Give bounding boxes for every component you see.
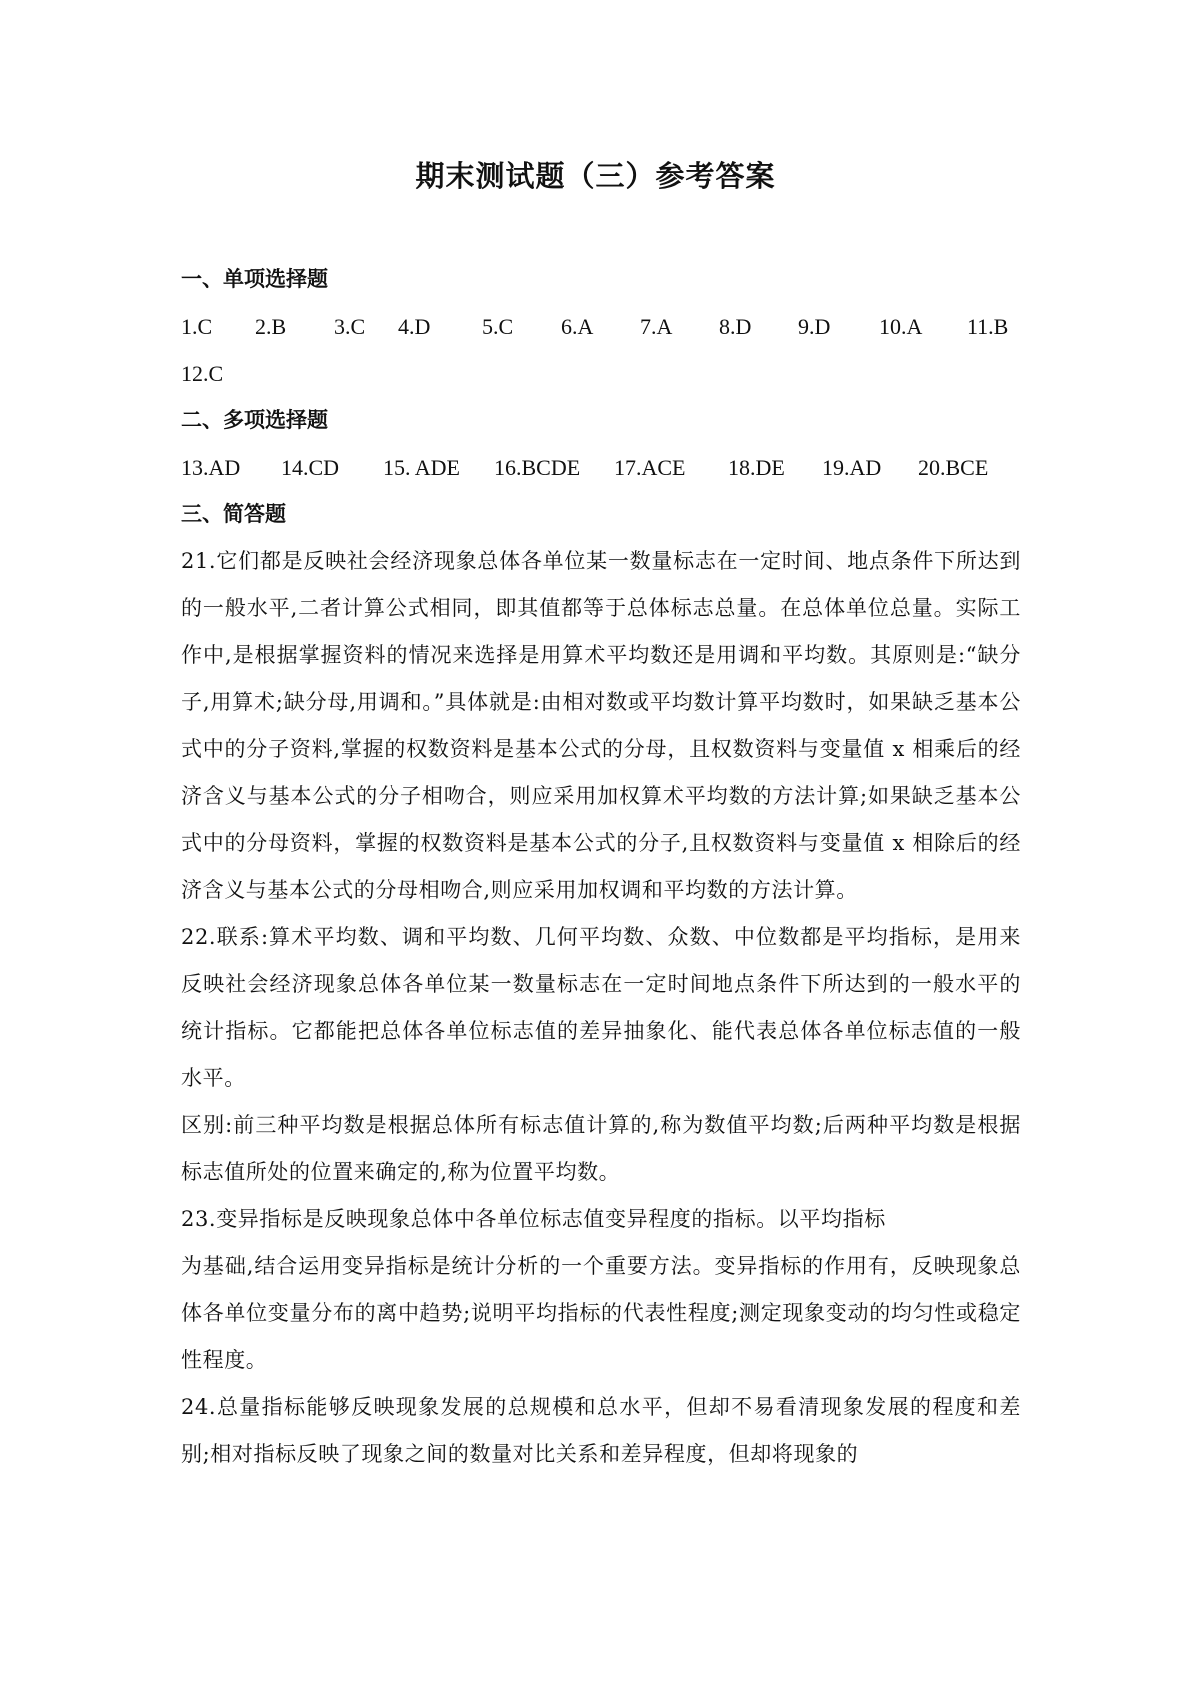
answer-paragraph-21: 21.它们都是反映社会经济现象总体各单位某一数量标志在一定时间、地点条件下所达到的一般水平,二者计算公式相同，即其值都等于总体标志总量。在总体单位总量。实际工作中,是根据掌握资料的情况来选择是用算术平均数还是用调和平均数。其原则是:“缺分子,用算术;缺分母,用调和。”具体就是:由相对数或平均数计算平均数时，如果缺乏基本公式中的分子资料,掌握的权数资料是基本公式的分母，且权数资料与变量值 x 相乘后的经济含义与基本公式的分子相吻合，则应采用加权算术平均数的方法计算;如果缺乏基本公式中的分母资料，掌握的权数资料是基本公式的分子,且权数资料与变量值 x 相除后的经济含义与基本公式的分母相吻合,则应采用加权调和平均数的方法计算。 (181, 549, 1021, 902)
answer-row (181, 444, 1021, 491)
answer-item: 2.B (255, 314, 287, 339)
answer-row (181, 350, 1021, 397)
answer-item: 14.CD (281, 455, 340, 480)
answer-paragraph-22: 22.联系:算术平均数、调和平均数、几何平均数、众数、中位数都是平均指标，是用来反映社会经济现象总体各单位某一数量标志在一定时间地点条件下所达到的一般水平的统计指标。它都能把总体各单位标志值的差异抽象化、能代表总体各单位标志值的一般水平。 (181, 925, 1021, 1090)
answer-item: 18.DE (728, 455, 785, 480)
answer-paragraph-24: 24.总量指标能够反映现象发展的总规模和总水平，但却不易看清现象发展的程度和差别;相对指标反映了现象之间的数量对比关系和差异程度，但却将现象的 (181, 1395, 1021, 1466)
answer-item: 10.A (879, 314, 923, 339)
section-heading-single-choice: 一、单项选择题 (181, 267, 328, 291)
answer-item: 13.AD (181, 455, 241, 480)
answer-item: 3.C (334, 314, 366, 339)
answer-item: 16.BCDE (494, 455, 581, 480)
answer-item: 12.C (181, 361, 224, 386)
answer-item: 7.A (640, 314, 673, 339)
document-body (181, 256, 1021, 1478)
answer-item: 1.C (181, 314, 213, 339)
answer-item: 6.A (561, 314, 594, 339)
answer-paragraph-23-line1: 23.变异指标是反映现象总体中各单位标志值变异程度的指标。以平均指标 (181, 1207, 886, 1231)
answer-item: 5.C (482, 314, 514, 339)
answer-item: 8.D (719, 314, 752, 339)
section-heading-short-answer: 三、简答题 (181, 502, 286, 526)
answer-paragraph-22-distinction: 区别:前三种平均数是根据总体所有标志值计算的,称为数值平均数;后两种平均数是根据标志值所处的位置来确定的,称为位置平均数。 (181, 1113, 1021, 1184)
answer-row (181, 303, 1021, 350)
answer-item: 19.AD (822, 455, 882, 480)
answer-item: 15. ADE (383, 455, 460, 480)
answer-item: 11.B (967, 314, 1009, 339)
answer-item: 4.D (398, 314, 431, 339)
section-heading-multi-choice: 二、多项选择题 (181, 408, 328, 432)
page-title: 期末测试题（三）参考答案 (415, 159, 776, 193)
answer-paragraph-23: 为基础,结合运用变异指标是统计分析的一个重要方法。变异指标的作用有，反映现象总体各单位变量分布的离中趋势;说明平均指标的代表性程度;测定现象变动的均匀性或稳定性程度。 (181, 1254, 1021, 1372)
answer-item: 9.D (798, 314, 831, 339)
answer-item: 17.ACE (614, 455, 686, 480)
answer-item: 20.BCE (918, 455, 989, 480)
